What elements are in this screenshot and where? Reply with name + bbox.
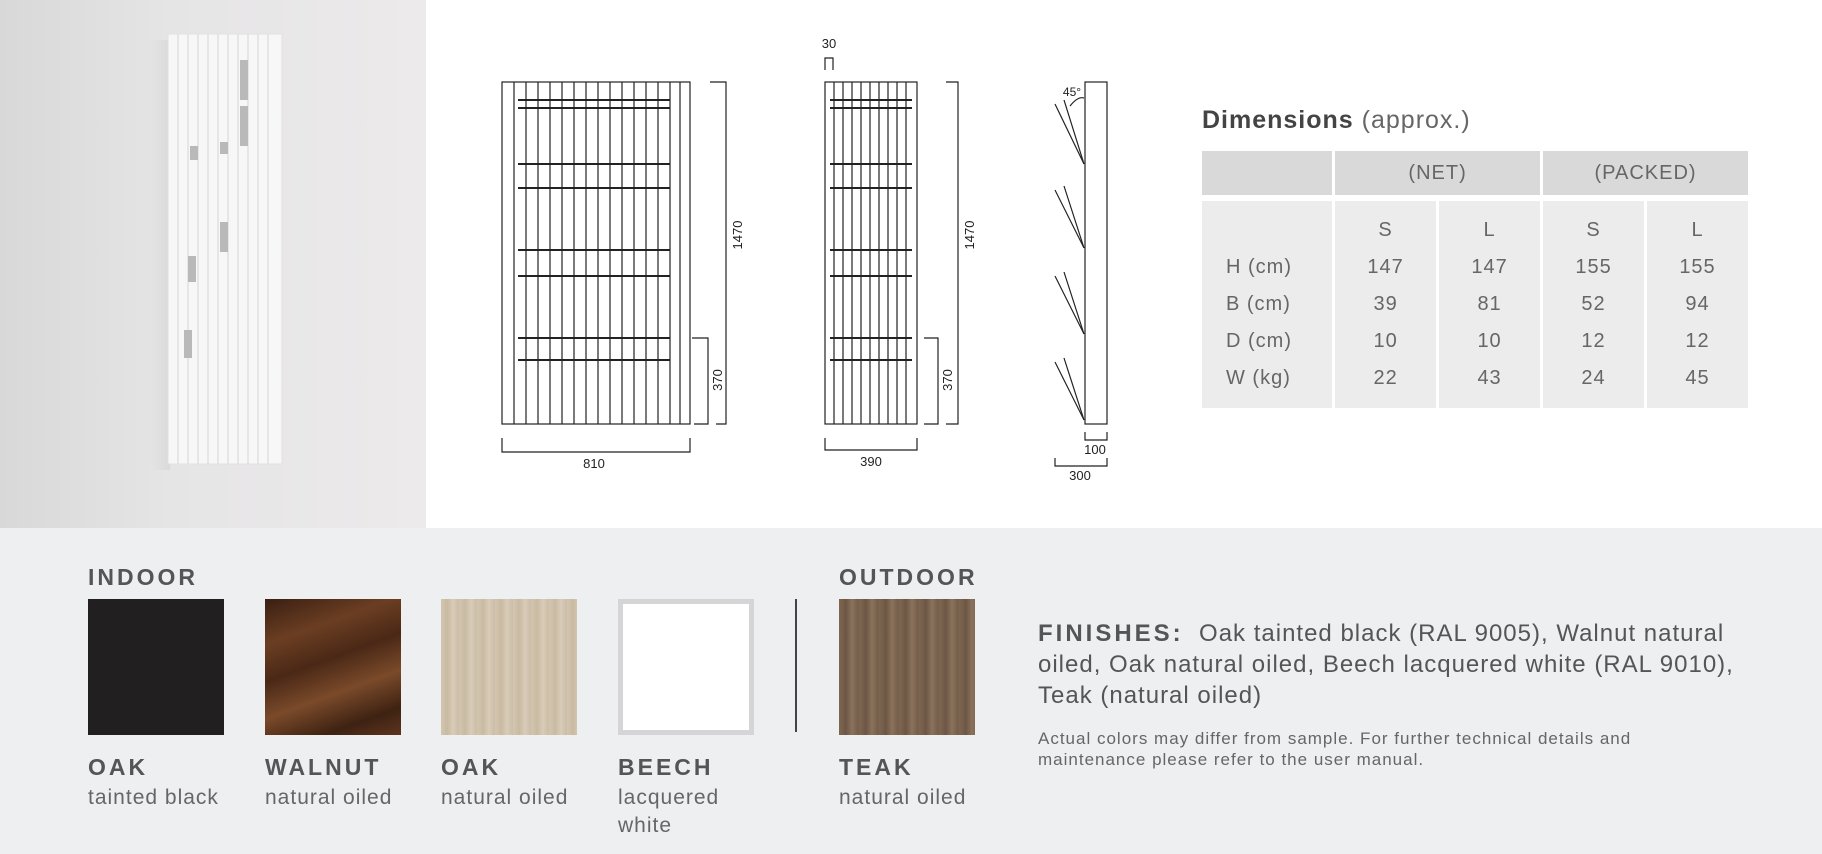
table-cell: 52 (1543, 286, 1644, 323)
section-divider (795, 599, 797, 732)
swatch-name: BEECH (618, 754, 714, 780)
dimensions-title (1202, 106, 1748, 135)
table-cell (1202, 201, 1332, 249)
table-cell: 43 (1439, 360, 1540, 408)
dim-open-depth-side: 300 (1069, 468, 1091, 483)
dim-height-small: 1470 (962, 220, 977, 250)
swatch-oak-black (88, 599, 224, 735)
dim-angle-side: 45° (1062, 85, 1082, 99)
product-photo (0, 0, 426, 528)
finishes-description (1038, 618, 1738, 711)
swatch-oak-natural (441, 599, 577, 735)
outdoor-label: OUTDOOR (839, 564, 978, 590)
table-cell: 12 (1543, 323, 1644, 360)
table-row-label: D (cm) (1202, 323, 1332, 360)
swatch-desc: natural oiled (265, 786, 393, 809)
table-row (1202, 249, 1748, 286)
table-cell: 39 (1335, 286, 1436, 323)
coat-rack-photo-illustration (0, 0, 426, 528)
swatch-beech (618, 599, 754, 735)
table-size-cell: S (1335, 201, 1436, 249)
dim-width-small: 390 (860, 454, 882, 469)
table-row-label: B (cm) (1202, 286, 1332, 323)
table-header-row (1202, 151, 1748, 195)
dim-depth-side: 100 (1084, 442, 1106, 457)
table-cell: 81 (1439, 286, 1540, 323)
swatch-name: TEAK (839, 754, 914, 780)
side-view (1055, 82, 1107, 466)
front-view-large (502, 82, 726, 452)
table-size-cell: S (1543, 201, 1644, 249)
finishes-text: Oak tainted black (RAL 9005), Walnut natural oiled, Oak natural oiled, Beech lacquered white (RAL 9010), Teak (natural oiled) (1038, 620, 1734, 709)
table-row (1202, 323, 1748, 360)
table-size-row (1202, 201, 1748, 249)
swatch-walnut (265, 599, 401, 735)
table-header-blank (1202, 151, 1332, 195)
table-cell: 22 (1335, 360, 1436, 408)
table-header-net: (NET) (1335, 151, 1540, 195)
swatch-name: OAK (88, 754, 149, 780)
table-cell: 10 (1439, 323, 1540, 360)
dimensions-table (1199, 151, 1751, 408)
table-cell: 155 (1647, 249, 1748, 286)
table-cell: 45 (1647, 360, 1748, 408)
table-row-label: H (cm) (1202, 249, 1332, 286)
swatch-desc: natural oiled (441, 786, 569, 809)
table-row (1202, 286, 1748, 323)
front-view-small (825, 58, 958, 450)
dim-width-large: 810 (583, 456, 605, 471)
table-cell: 12 (1647, 323, 1748, 360)
dim-slat-small: 30 (821, 36, 837, 51)
table-size-cell: L (1647, 201, 1748, 249)
finishes-section (0, 528, 1822, 854)
dim-lower-small: 370 (940, 369, 955, 391)
dimensions-heading: Dimensions (1202, 106, 1354, 134)
table-cell: 94 (1647, 286, 1748, 323)
dimensions-subtitle: (approx.) (1361, 106, 1471, 134)
dimensions-panel (1202, 106, 1748, 408)
table-row (1202, 360, 1748, 408)
swatch-name: WALNUT (265, 754, 382, 780)
table-row-label: W (kg) (1202, 360, 1332, 408)
table-cell: 155 (1543, 249, 1644, 286)
swatch-teak (839, 599, 975, 735)
table-cell: 24 (1543, 360, 1644, 408)
dim-height-large: 1470 (730, 220, 745, 250)
swatch-desc: tainted black (88, 786, 219, 809)
technical-drawings (480, 20, 1130, 500)
table-size-cell: L (1439, 201, 1540, 249)
indoor-label: INDOOR (88, 564, 198, 590)
table-cell: 147 (1439, 249, 1540, 286)
table-header-packed: (PACKED) (1543, 151, 1748, 195)
finishes-label: FINISHES: (1038, 620, 1184, 647)
swatch-desc: lacquered white (618, 786, 720, 837)
swatch-name: OAK (441, 754, 502, 780)
table-cell: 10 (1335, 323, 1436, 360)
disclaimer-note: Actual colors may differ from sample. For further technical details and maintenance please refer to the user manual. (1038, 729, 1632, 769)
swatch-desc: natural oiled (839, 786, 967, 809)
table-cell: 147 (1335, 249, 1436, 286)
dim-lower-large: 370 (710, 369, 725, 391)
